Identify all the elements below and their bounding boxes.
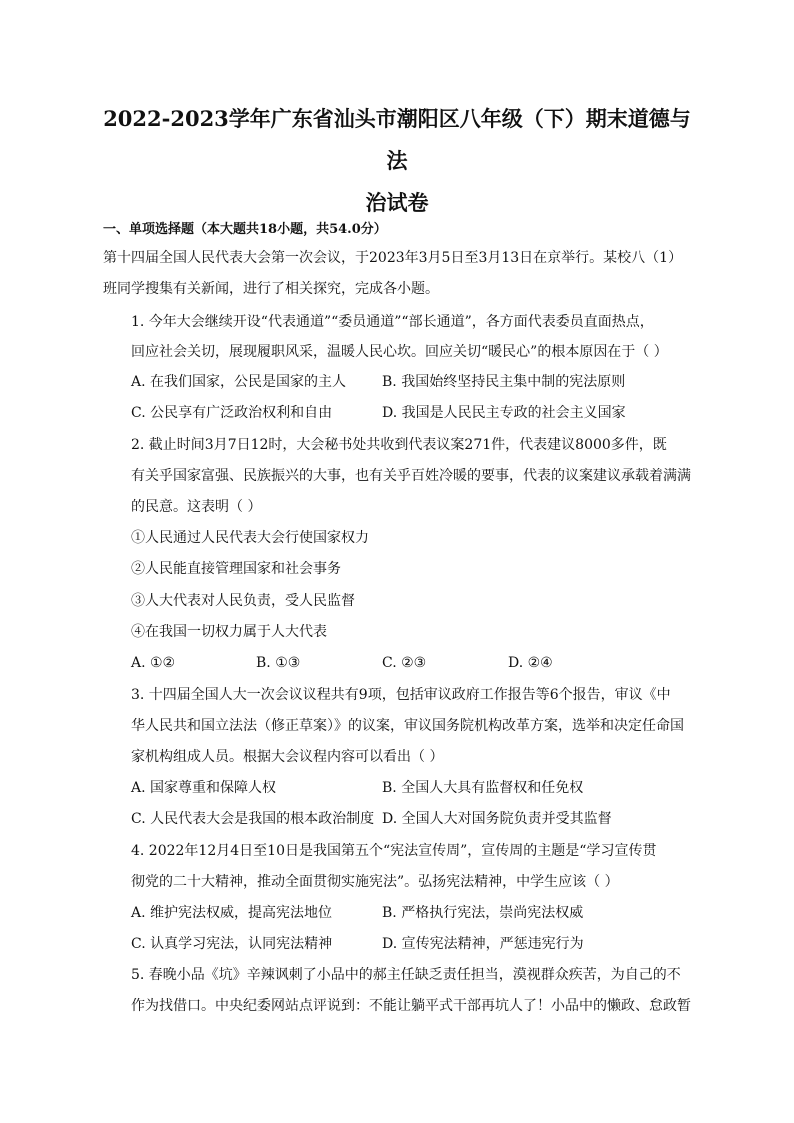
- q4-option-d: D. 宣传宪法精神，严惩违宪行为: [382, 936, 584, 952]
- title-line-2: 治试卷: [365, 190, 429, 215]
- q1-option-a: A. 在我们国家，公民是国家的主人: [131, 374, 347, 390]
- q3-option-b: B. 全国人大具有监督权和任免权: [382, 780, 584, 796]
- q1-line-2: 回应社会关切，展现履职风采，温暖人民心坎。回应关切“暖民心”的根本原因在于（ ）: [131, 344, 668, 360]
- q5-line-1: 5. 春晚小品《坑》辛辣讽刺了小品中的郝主任缺乏责任担当，漠视群众疾苦，为自己的不: [131, 967, 681, 983]
- q2-statement-2: ②人民能直接管理国家和社会事务: [131, 561, 341, 577]
- q2-option-b: B. ①③: [256, 655, 301, 671]
- title-line-1: 2022-2023学年广东省汕头市潮阳区八年级（下）期末道德与法: [103, 106, 691, 173]
- q4-option-a: A. 维护宪法权威，提高宪法地位: [131, 905, 333, 921]
- q2-line-3: 的民意。这表明（ ）: [131, 499, 262, 515]
- q1-line-1: 1. 今年大会继续开设“代表通道”“委员通道”“部长通道”，各方面代表委员直面热点，: [131, 314, 654, 330]
- q1-option-c: C. 公民享有广泛政治权利和自由: [131, 405, 333, 421]
- q2-statement-3: ③人大代表对人民负责，受人民监督: [131, 593, 355, 609]
- q3-option-c: C. 人民代表大会是我国的根本政治制度: [131, 811, 375, 827]
- intro-line-1: 第十四届全国人民代表大会第一次会议，于2023年3月5日至3月13日在京举行。某校八（1）: [103, 250, 683, 266]
- q5-line-2: 作为找借口。中央纪委网站点评说到：不能让躺平式干部再坑人了！小品中的懒政、怠政暂: [131, 998, 691, 1014]
- section-heading: 一、单项选择题（本大题共18小题，共54.0分）: [103, 222, 387, 237]
- q2-line-2: 有关乎国家富强、民族振兴的大事，也有关乎百姓冷暖的要事，代表的议案建议承载着满满: [131, 468, 691, 484]
- q2-option-c: C. ②③: [382, 655, 427, 671]
- q3-line-3: 家机构组成人员。根据大会议程内容可以看出（ ）: [131, 749, 444, 765]
- q3-option-a: A. 国家尊重和保障人权: [131, 780, 277, 796]
- q3-line-1: 3. 十四届全国人大一次会议议程共有9项，包括审议政府工作报告等6个报告，审议《中: [131, 687, 671, 703]
- q3-option-d: D. 全国人大对国务院负责并受其监督: [382, 811, 612, 827]
- q3-line-2: 华人民共和国立法法（修正草案）》的议案，审议国务院机构改革方案，选举和决定任命国: [131, 718, 684, 734]
- q2-statement-1: ①人民通过人民代表大会行使国家权力: [131, 530, 369, 546]
- q2-option-a: A. ①②: [131, 655, 176, 671]
- q4-line-2: 彻党的二十大精神，推动全面贯彻实施宪法”。弘扬宪法精神，中学生应该（ ）: [131, 874, 619, 890]
- q4-option-b: B. 严格执行宪法，崇尚宪法权威: [382, 905, 584, 921]
- q1-option-d: D. 我国是人民民主专政的社会主义国家: [382, 405, 626, 421]
- q1-option-b: B. 我国始终坚持民主集中制的宪法原则: [382, 374, 626, 390]
- q4-line-1: 4. 2022年12月4日至10日是我国第五个“宪法宣传周”，宣传周的主题是“学习宣传贯: [131, 843, 657, 859]
- q2-statement-4: ④在我国一切权力属于人大代表: [131, 624, 327, 640]
- q2-line-1: 2. 截止时间3月7日12时，大会秘书处共收到代表议案271件，代表建议8000多件，既: [131, 437, 667, 453]
- q4-option-c: C. 认真学习宪法，认同宪法精神: [131, 936, 333, 952]
- intro-line-2: 班同学搜集有关新闻，进行了相关探究，完成各小题。: [103, 281, 439, 297]
- q2-option-d: D. ②④: [508, 655, 553, 671]
- exam-title: [95, 98, 699, 224]
